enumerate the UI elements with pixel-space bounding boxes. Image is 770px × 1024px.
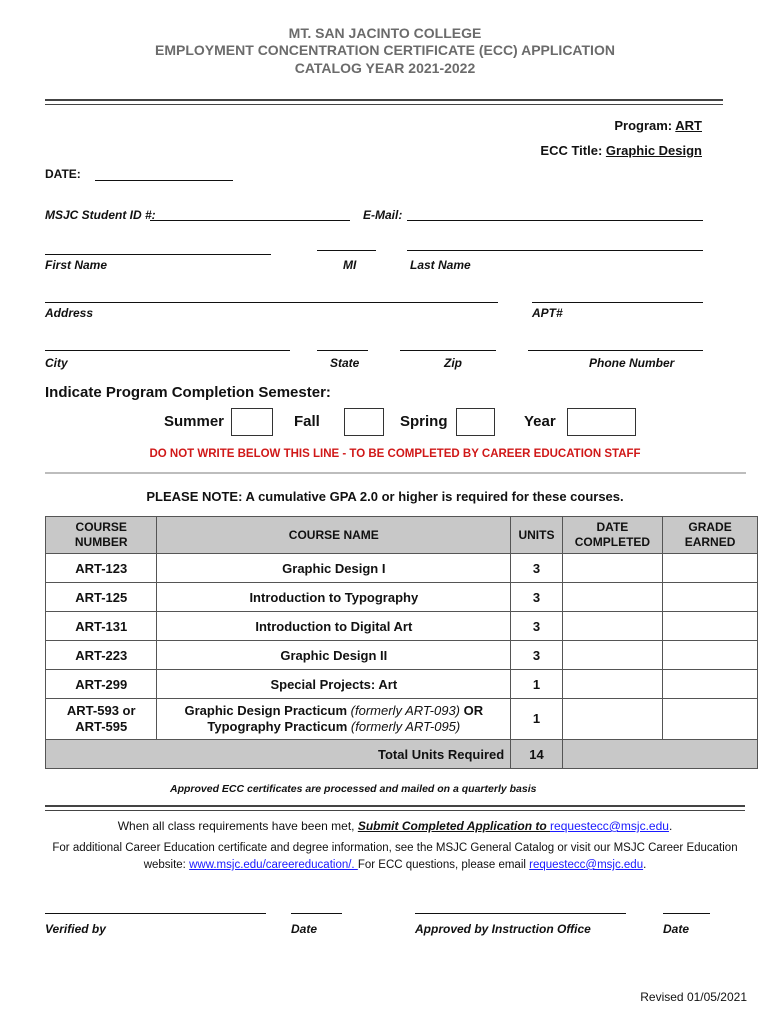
header-course-name: COURSE NAME <box>157 517 511 554</box>
submit-emphasis: Submit Completed Application to <box>357 819 551 833</box>
submit-post: . <box>668 819 673 833</box>
date1-label: Date <box>291 922 318 936</box>
practicum-b-note: (formerly ART-095) <box>350 719 461 734</box>
mi-label: MI <box>343 258 357 272</box>
grade-earned-cell[interactable] <box>663 612 758 641</box>
year-label: Year <box>524 413 556 430</box>
table-row <box>46 670 758 699</box>
footer-divider <box>45 805 745 811</box>
zip-field[interactable] <box>400 350 496 351</box>
mi-field[interactable] <box>317 250 376 251</box>
course-name: Introduction to Digital Art <box>157 612 511 641</box>
address-label: Address <box>45 306 94 320</box>
program-line <box>614 118 702 133</box>
info-line-1: For additional Career Education certificate and degree information, see the MSJC General Catalog or visit our MSJC Career Education <box>52 842 738 854</box>
completion-title: Indicate Program Completion Semester: <box>45 384 331 401</box>
state-field[interactable] <box>317 350 368 351</box>
header-divider <box>45 99 723 105</box>
date2-field[interactable] <box>663 913 710 914</box>
grade-earned-cell[interactable] <box>663 641 758 670</box>
approved-note: Approved ECC certificates are processed and mailed on a quarterly basis <box>170 783 537 795</box>
date-label: DATE: <box>45 167 81 181</box>
verified-by-field[interactable] <box>45 913 266 914</box>
spring-checkbox[interactable] <box>456 408 495 436</box>
date-field[interactable] <box>95 180 233 181</box>
date-completed-cell[interactable] <box>562 641 662 670</box>
total-units-value: 14 <box>511 740 563 769</box>
course-number-a: ART-593 or <box>66 703 136 718</box>
first-name-label: First Name <box>45 258 108 272</box>
spring-label: Spring <box>400 413 448 430</box>
table-header-row <box>46 517 758 554</box>
grade-earned-cell[interactable] <box>663 670 758 699</box>
date-completed-cell[interactable] <box>562 554 662 583</box>
total-row-filler <box>562 740 757 769</box>
course-name: Special Projects: Art <box>157 670 511 699</box>
course-units: 3 <box>511 641 563 670</box>
staff-warning: DO NOT WRITE BELOW THIS LINE - TO BE COMPLETED BY CAREER EDUCATION STAFF <box>149 448 641 460</box>
course-units: 1 <box>511 670 563 699</box>
first-name-field[interactable] <box>45 254 271 255</box>
last-name-field[interactable] <box>407 250 703 251</box>
grade-earned-cell[interactable] <box>663 583 758 612</box>
verified-by-label: Verified by <box>45 922 106 936</box>
date-completed-cell[interactable] <box>562 670 662 699</box>
apt-label: APT# <box>532 306 563 320</box>
course-number-b: ART-595 <box>75 719 128 734</box>
gpa-note: PLEASE NOTE: A cumulative GPA 2.0 or higher is required for these courses. <box>146 489 624 504</box>
submit-instructions <box>0 819 770 833</box>
course-units: 3 <box>511 554 563 583</box>
summer-label: Summer <box>164 413 225 430</box>
total-row <box>46 740 758 769</box>
grade-earned-cell[interactable] <box>663 699 758 740</box>
practicum-b-name: Typography Practicum <box>207 719 348 734</box>
practicum-or: OR <box>463 703 484 718</box>
email-label: E-Mail: <box>363 208 403 222</box>
state-label: State <box>330 356 360 370</box>
course-name: Introduction to Typography <box>157 583 511 612</box>
ecc-title-value: Graphic Design <box>605 143 702 158</box>
practicum-line-a <box>157 703 510 719</box>
course-name: Graphic Design II <box>157 641 511 670</box>
college-name: MT. SAN JACINTO COLLEGE <box>288 25 482 41</box>
practicum-a-note: (formerly ART-093) <box>350 703 460 718</box>
ecc-title-line <box>540 143 702 158</box>
city-label: City <box>45 356 68 370</box>
practicum-line-b <box>157 719 510 735</box>
course-units: 3 <box>511 583 563 612</box>
approved-by-field[interactable] <box>415 913 626 914</box>
course-number: ART-223 <box>46 641 157 670</box>
fall-checkbox[interactable] <box>344 408 384 436</box>
total-units-label: Total Units Required <box>46 740 511 769</box>
last-name-label: Last Name <box>410 258 471 272</box>
header-grade-earned: GRADE EARNED <box>663 517 758 554</box>
apt-field[interactable] <box>532 302 703 303</box>
phone-field[interactable] <box>528 350 703 351</box>
career-education-link[interactable]: www.msjc.edu/careereducation/. <box>189 859 358 871</box>
table-row <box>46 583 758 612</box>
submit-pre: When all class requirements have been met, <box>117 819 358 833</box>
year-input[interactable] <box>567 408 636 436</box>
course-table <box>45 516 758 769</box>
info-pre: website: <box>143 859 190 871</box>
program-value: ART <box>675 118 702 133</box>
table-row-practicum <box>46 699 758 740</box>
course-number: ART-299 <box>46 670 157 699</box>
table-row <box>46 554 758 583</box>
info-mid: For ECC questions, please email <box>357 859 530 871</box>
practicum-a-name: Graphic Design Practicum <box>184 703 348 718</box>
date-completed-cell[interactable] <box>562 612 662 641</box>
address-field[interactable] <box>45 302 498 303</box>
course-name <box>157 699 511 740</box>
info-paragraph <box>0 840 770 874</box>
ecc-title-label: ECC Title: <box>540 143 603 158</box>
course-units: 1 <box>511 699 563 740</box>
summer-checkbox[interactable] <box>231 408 273 436</box>
program-label: Program: <box>614 118 673 133</box>
student-id-label: MSJC Student ID #: <box>45 208 156 222</box>
email-field[interactable] <box>407 220 703 221</box>
date-completed-cell[interactable] <box>562 583 662 612</box>
form-title: EMPLOYMENT CONCENTRATION CERTIFICATE (ECC) APPLICATION <box>155 42 615 58</box>
catalog-year: CATALOG YEAR 2021-2022 <box>294 60 476 76</box>
header-date-completed: DATE COMPLETED <box>562 517 662 554</box>
header-units: UNITS <box>511 517 563 554</box>
table-row <box>46 641 758 670</box>
grade-earned-cell[interactable] <box>663 554 758 583</box>
zip-label: Zip <box>444 356 462 370</box>
date-completed-cell[interactable] <box>562 699 662 740</box>
revised-date: Revised 01/05/2021 <box>640 990 747 1004</box>
date1-field[interactable] <box>291 913 342 914</box>
fall-label: Fall <box>294 413 320 430</box>
header-course-number: COURSE NUMBER <box>46 517 157 554</box>
city-field[interactable] <box>45 350 290 351</box>
info-post: . <box>643 859 647 871</box>
date2-label: Date <box>663 922 690 936</box>
course-units: 3 <box>511 612 563 641</box>
phone-label: Phone Number <box>589 356 675 370</box>
staff-divider <box>45 472 746 474</box>
course-number: ART-131 <box>46 612 157 641</box>
approved-by-label: Approved by Instruction Office <box>415 922 591 936</box>
course-name: Graphic Design I <box>157 554 511 583</box>
course-number <box>46 699 157 740</box>
ecc-email-link[interactable]: requestecc@msjc.edu <box>529 859 644 871</box>
course-number: ART-125 <box>46 583 157 612</box>
table-row <box>46 612 758 641</box>
course-number: ART-123 <box>46 554 157 583</box>
student-id-field[interactable] <box>150 220 350 221</box>
submit-email-link[interactable]: requestecc@msjc.edu <box>550 819 669 833</box>
info-line-2 <box>0 857 770 874</box>
